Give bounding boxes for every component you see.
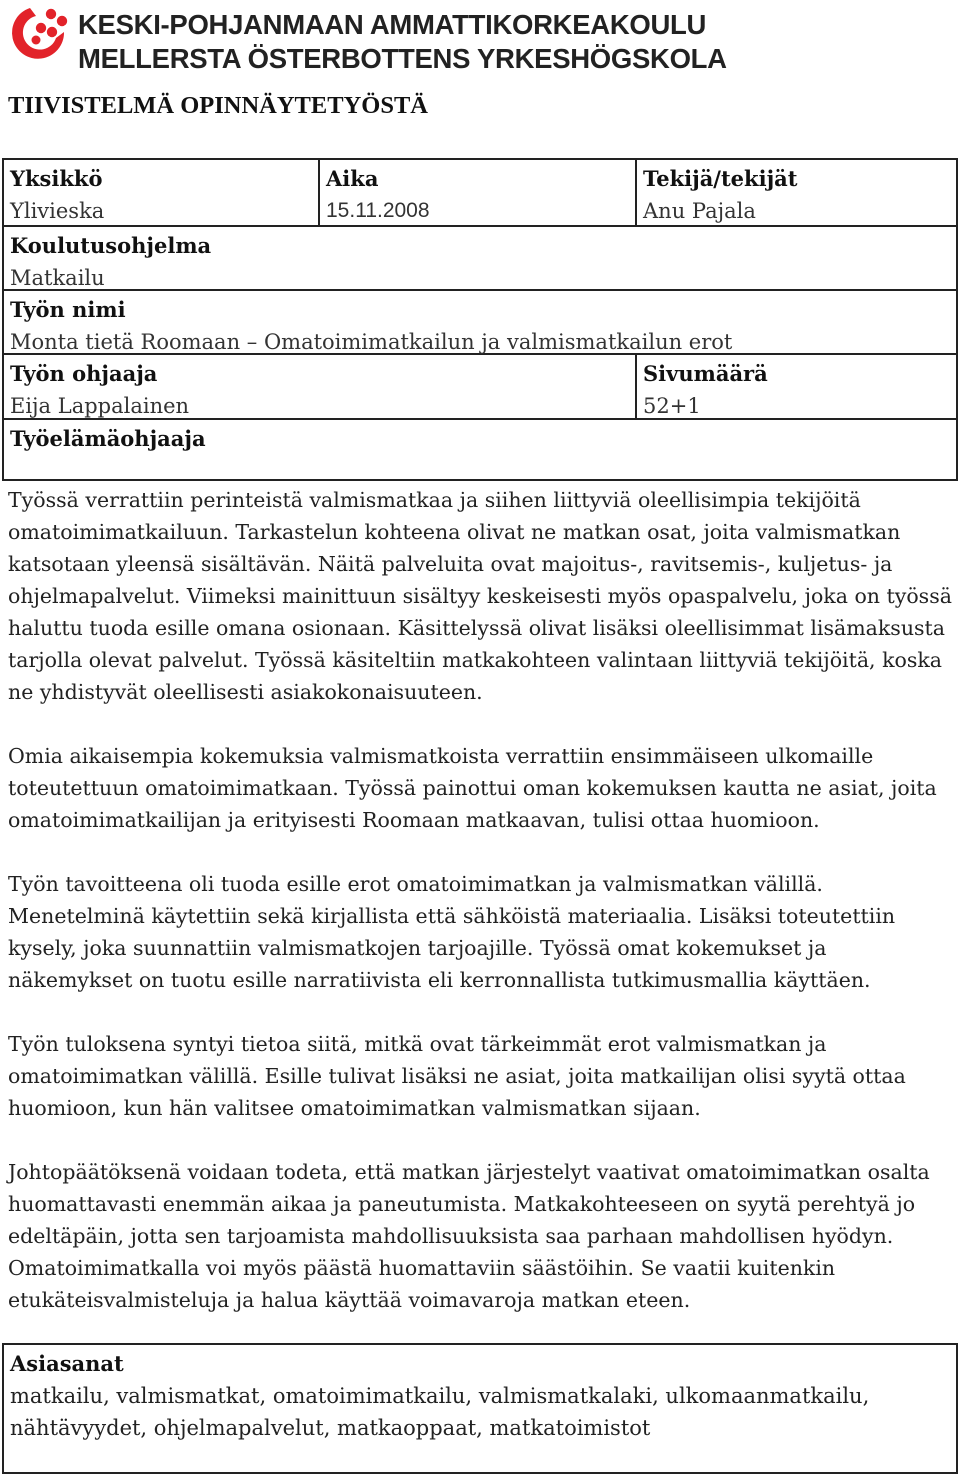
programme-cell bbox=[4, 227, 956, 289]
supervisor-label: Työn ohjaaja bbox=[10, 361, 158, 386]
programme-label: Koulutusohjelma bbox=[10, 233, 212, 258]
supervisor-cell bbox=[4, 355, 635, 418]
school-name-swedish: MELLERSTA ÖSTERBOTTENS YRKESHÖGSKOLA bbox=[78, 43, 727, 74]
date-value: 15.11.2008 bbox=[326, 199, 430, 222]
page-count-label: Sivumäärä bbox=[643, 361, 768, 386]
supervisor-value: Eija Lappalainen bbox=[10, 394, 190, 418]
info-row-unit-date-author bbox=[4, 160, 956, 227]
keywords-value: matkailu, valmismatkat, omatoimimatkailu, valmismatkalaki, ulkomaanmatkailu, nähtävyydet, ohjelmapalvelut, matkaoppaat, matkatoimistot bbox=[10, 1384, 870, 1440]
thesis-title-value: Monta tietä Roomaan – Omatoimimatkailun ja valmismatkailun erot bbox=[10, 330, 733, 354]
unit-cell bbox=[4, 160, 318, 225]
unit-label: Yksikkö bbox=[10, 166, 103, 191]
author-label: Tekijä/tekijät bbox=[643, 166, 798, 191]
date-label: Aika bbox=[326, 166, 379, 191]
work-supervisor-label: Työelämäohjaaja bbox=[10, 426, 206, 451]
document-title: TIIVISTELMÄ OPINNÄYTETYÖSTÄ bbox=[8, 92, 428, 119]
keywords-box bbox=[2, 1343, 958, 1474]
unit-value: Ylivieska bbox=[10, 199, 105, 223]
info-row-programme bbox=[4, 227, 956, 291]
programme-value: Matkailu bbox=[10, 266, 105, 290]
author-cell bbox=[635, 160, 956, 225]
keywords-label: Asiasanat bbox=[10, 1351, 124, 1376]
info-table bbox=[2, 158, 958, 481]
info-row-thesis-title bbox=[4, 291, 956, 355]
abstract-paragraph: Johtopäätöksenä voidaan todeta, että matkan järjestelyt vaativat omatoimimatkan osalta huomattavasti enemmän aikaa ja paneutumista. Matkakohteeseen on syytä perehtyä jo edeltäpäin, jotta sen tarjoamista mahdollisuuksista saa parhaan mahdollisen hyödyn. Omatoimimatkalla voi myös päästä huomattaviin säästöihin. Se vaatii kuitenkin etukäteisvalmisteluja ja halua käyttää voimavaroja matkan eteen. bbox=[8, 1160, 930, 1312]
school-name bbox=[78, 8, 727, 76]
author-value: Anu Pajala bbox=[643, 199, 756, 223]
work-supervisor-cell bbox=[4, 420, 956, 483]
abstract-paragraph: Työssä verrattiin perinteistä valmismatkaa ja siihen liittyviä oleellisimpia tekijöitä omatoimimatkailuun. Tarkastelun kohteena olivat ne matkan osat, joita valmismatkan katsotaan yleensä sisältävän. Näitä palveluita ovat majoitus-, ravitsemis-, kuljetus- ja ohjelmapalvelut. Viimeksi mainittuun sisältyy keskeisesti myös opaspalvelu, joka on työssä haluttu tuoda esille omana osionaan. Käsittelyssä olivat lisäksi oleellisimmat lisämaksusta tarjolla olevat palvelut. Työssä käsiteltiin matkakohteen valintaan liittyviä tekijöitä, koska ne yhdistyvät oleellisesti asiakokonaisuuteen. bbox=[8, 488, 952, 704]
abstract-paragraph: Työn tavoitteena oli tuoda esille erot omatoimimatkan ja valmismatkan välillä. Menetelminä käytettiin sekä kirjallista että sähköistä materiaalia. Lisäksi toteutettiin kysely, joka suunnattiin valmismatkojen tarjoajille. Työssä omat kokemukset ja näkemykset on tuotu esille narratiivista eli kerronnallista tutkimusmallia käyttäen. bbox=[8, 872, 896, 992]
school-name-finnish: KESKI-POHJANMAAN AMMATTIKORKEAKOULU bbox=[78, 9, 707, 40]
page-count-value: 52+1 bbox=[643, 394, 701, 418]
page-count-cell bbox=[635, 355, 956, 418]
header bbox=[0, 0, 960, 80]
abstract-body bbox=[8, 484, 953, 1348]
info-row-supervisor-pages bbox=[4, 355, 956, 420]
info-row-work-supervisor bbox=[4, 420, 956, 483]
thesis-title-cell bbox=[4, 291, 956, 353]
school-logo-icon bbox=[6, 2, 72, 68]
date-cell bbox=[318, 160, 635, 225]
abstract-paragraph: Työn tuloksena syntyi tietoa siitä, mitkä ovat tärkeimmät erot valmismatkan ja omatoimimatkan välillä. Esille tulivat lisäksi ne asiat, joita matkailijan olisi syytä ottaa huomioon, kun hän valitsee omatoimimatkan valmismatkan sijaan. bbox=[8, 1032, 906, 1120]
thesis-title-label: Työn nimi bbox=[10, 297, 126, 322]
abstract-paragraph: Omia aikaisempia kokemuksia valmismatkoista verrattiin ensimmäiseen ulkomaille toteutettuun omatoimimatkaan. Työssä painottui oman kokemuksen kautta ne asiat, joita omatoimimatkailijan ja erityisesti Roomaan matkaavan, tulisi ottaa huomioon. bbox=[8, 744, 937, 832]
